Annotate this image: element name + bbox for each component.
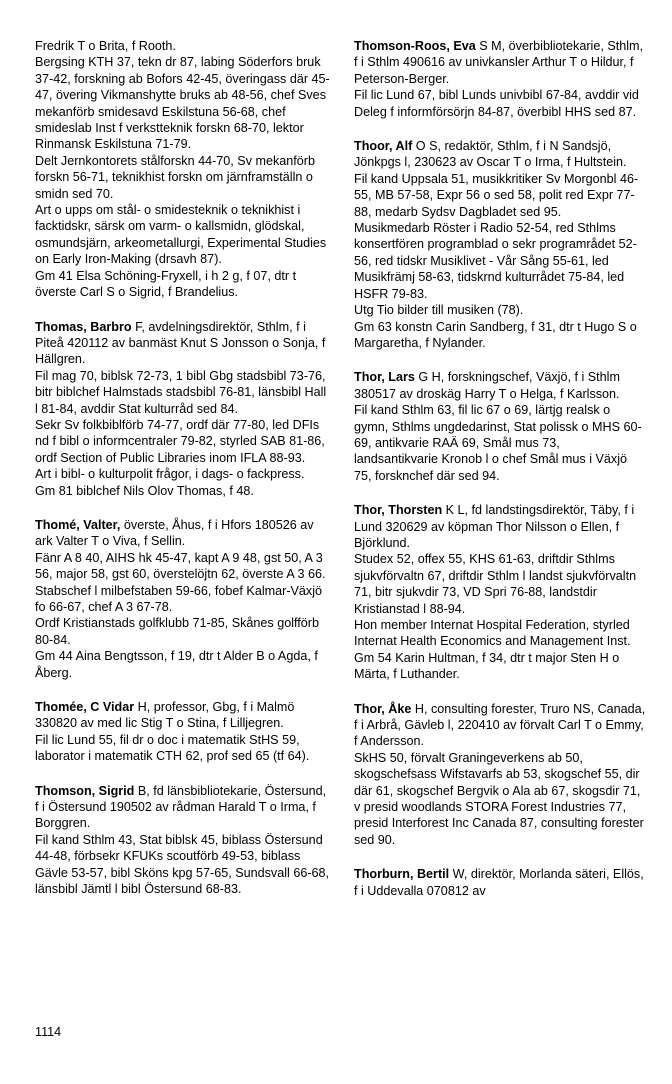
biography-entry — [35, 699, 331, 765]
entry-paragraph: Utg Tio bilder till musiken (78). — [354, 303, 524, 318]
entry-paragraph: Ordf Kristianstads golfklubb 71-85, Skånes golfförb 80-84. — [35, 616, 319, 647]
entry-name: Thorburn, Bertil — [354, 867, 450, 882]
entry-paragraph: Gm 54 Karin Hultman, f 34, dtr t major Sten H o Märta, f Luthander. — [354, 650, 620, 682]
entry-heading — [354, 38, 646, 87]
entry-paragraph: Fil mag 70, biblsk 72-73, 1 bibl Gbg stadsbibl 73-76, bitr biblchef Halmstads stadsbibl 76-81, länsbibl Hall l 81-84, avddir Stat kulturråd sed 84. — [35, 368, 327, 416]
entry-paragraph: Art o upps om stål- o smidesteknik o teknikhist i facktidskr, särsk om varm- o kallsmidn, glödskal, osmundsjärn, arkeometallurgi, Experimental Studies on Early Iron-Making (drsavh 87). — [35, 203, 327, 267]
entry-heading — [35, 38, 331, 54]
entry-name: Thor, Lars — [354, 370, 415, 385]
entry-heading — [354, 138, 646, 171]
biography-entry — [35, 319, 331, 499]
entry-intro: W, direktör, Morlanda säteri, Ellös, f i Uddevalla 070812 av — [354, 867, 644, 898]
page-number: 1114 — [35, 1025, 62, 1039]
biography-entry — [354, 502, 646, 682]
entry-paragraph: Bergsing KTH 37, tekn dr 87, labing Söderfors bruk 37-42, forskning ab Bofors 42-45, överingass där 45-47, övering Vikmanshytte bruks ab 48-56, chef Sves mekanförb smidesavd Eskilstuna 56-68, chef smideslab Inst f verkstteknik forskn 68-70, lektor Rinmansk Eskilstuna 71-79. — [35, 55, 330, 152]
entry-paragraph: Fil lic Lund 67, bibl Lunds univbibl 67-84, avddir vid Deleg f informförsörjn 84-87, överbibl HHS sed 87. — [354, 88, 639, 119]
entry-heading — [35, 699, 331, 732]
entry-paragraph: Stabschef l milbefstaben 59-66, fobef Kalmar-Växjö fo 66-67, chef A 3 67-78. — [35, 583, 323, 614]
entry-heading — [354, 502, 646, 551]
entry-intro: H, professor, Gbg, f i Malmö 330820 av med lic Stig T o Stina, f Lilljegren. — [35, 700, 295, 731]
entry-name: Thomé, Valter, — [35, 517, 121, 532]
left-column — [35, 38, 331, 916]
entry-intro: S M, överbibliotekarie, Sthlm, f i Sthlm 490616 av univkansler Arthur T o Hildur, f Peterson-Berger. — [354, 39, 644, 86]
entry-intro: Fredrik T o Brita, f Rooth. — [35, 39, 176, 53]
entry-paragraph: Gm 41 Elsa Schöning-Fryxell, i h 2 g, f 07, dtr t överste Carl S o Sigrid, f Brandelius. — [35, 268, 297, 300]
entry-intro: F, avdelningsdirektör, Sthlm, f i Piteå 420112 av banmäst Knut S Jonsson o Sonja, f Hällgren. — [35, 319, 326, 367]
entry-intro: B, fd länsbibliotekarie, Östersund, f i Östersund 190502 av rådman Harald T o Irma, f Borggren. — [35, 783, 327, 831]
entry-name: Thoor, Alf — [354, 139, 413, 154]
entry-paragraph: Gm 44 Aina Bengtsson, f 19, dtr t Alder B o Agda, f Åberg. — [35, 649, 318, 680]
entry-intro: K L, fd landstingsdirektör, Täby, f i Lund 320629 av köpman Thor Nilsson o Ellen, f Björklund. — [354, 503, 635, 550]
entry-paragraph: Gm 63 konstn Carin Sandberg, f 31, dtr t Hugo S o Margaretha, f Nylander. — [354, 319, 637, 350]
entry-name: Thomas, Barbro — [35, 319, 132, 334]
entry-intro: O S, redaktör, Sthlm, f i N Sandsjö, Jönkpgs l, 230623 av Oscar T o Irma, f Hultstein. — [354, 139, 627, 170]
entry-heading — [35, 319, 331, 368]
entry-paragraph: Fil kand Sthlm 63, fil lic 67 o 69, lärtjg realsk o gymn, Sthlms ungdedarinst, Stat polissk o MHS 60-69, antikvarie RAÄ 69, Smål mus 73, landsantikvarie Kronob l o chef Smål mus i Växjö 75, forsknchef där sed 94. — [354, 403, 642, 483]
entry-name: Thor, Thorsten — [354, 503, 443, 518]
biography-entry — [35, 517, 331, 681]
entry-paragraph: Fil kand Sthlm 43, Stat biblsk 45, biblass Östersund 44-48, förbsekr KFUKs scoutförb 49-53, biblass Gävle 53-57, bibl Sköns kpg 57-65, Sundsvall 66-68, länsbibl Jämtl l bibl Östersund 68-83. — [35, 832, 330, 897]
biography-entry — [354, 701, 646, 849]
biography-entry — [35, 38, 331, 301]
entry-name: Thor, Åke — [354, 701, 412, 716]
entry-intro: överste, Åhus, f i Hfors 180526 av ark Valter T o Viva, f Sellin. — [35, 517, 314, 549]
entry-intro: G H, forskningschef, Växjö, f i Sthlm 380517 av droskäg Harry T o Helga, f Karlsson. — [354, 370, 620, 401]
biography-entry — [354, 369, 646, 484]
biography-entry — [354, 866, 646, 899]
entry-paragraph: Art i bibl- o kulturpolit frågor, i dags- o fackpress. — [35, 467, 305, 482]
entry-heading — [354, 701, 646, 750]
biography-entry — [35, 783, 331, 898]
entry-name: Thomée, C Vidar — [35, 700, 135, 715]
entry-name: Thomson-Roos, Eva — [354, 39, 476, 53]
entry-paragraph: Musikmedarb Röster i Radio 52-54, red Sthlms konsertfören programblad o sekr programrådet 52-56, red tidskr Musiklivet - Vår Sång 55-61, led Musikfrämj 58-63, tidskrnd kulturrådet 75-84, led HSFR 79-83. — [354, 221, 637, 301]
entry-paragraph: SkHS 50, förvalt Graningeverkens ab 50, skogschefsass Wifstavarfs ab 53, skogschef 55, dir där 61, skogschef Bergvik o Ala ab 67, skogsdir 71, v presid woodlands STORA Forest Industries 77, presid Interforest Inc Canada 87, consulting forester sed 90. — [354, 750, 644, 847]
biography-entry — [354, 138, 646, 351]
right-column — [354, 38, 646, 917]
entry-name: Thomson, Sigrid — [35, 783, 135, 798]
entry-paragraph: Gm 81 biblchef Nils Olov Thomas, f 48. — [35, 483, 254, 498]
entry-intro: H, consulting forester, Truro NS, Canada, f i Arbrå, Gävleb l, 220410 av förvalt Carl T o Emmy, f Andersson. — [354, 701, 646, 749]
entry-paragraph: Delt Jernkontorets stålforskn 44-70, Sv mekanförb forskn 56-71, teknikhist forskn om järnframställn o smidn sed 70. — [35, 153, 315, 201]
entry-heading — [354, 866, 646, 899]
entry-heading — [354, 369, 646, 402]
entry-paragraph: Studex 52, offex 55, KHS 61-63, driftdir Sthlms sjukvförvaltn 67, driftdir Sthlm l landst sjukvförvaltn 71, bitr sjukvdir 73, VD Spri 76-88, landstdir Kristianstad l 88-94. — [354, 552, 637, 616]
entry-paragraph: Fil lic Lund 55, fil dr o doc i matematik StHS 59, laborator i matematik CTH 62, prof sed 65 (tf 64). — [35, 732, 310, 764]
entry-heading — [35, 783, 331, 832]
biography-entry — [354, 38, 646, 120]
entry-paragraph: Fänr A 8 40, AIHS hk 45-47, kapt A 9 48, gst 50, A 3 56, major 58, gst 60, överstelöjtn 62, överste A 3 66. — [35, 550, 326, 582]
entry-paragraph: Hon member Internat Hospital Federation, styrled Internat Health Economics and Management Inst. — [354, 618, 631, 649]
entry-heading — [35, 517, 331, 550]
entry-paragraph: Sekr Sv folkbiblförb 74-77, ordf där 77-80, led DFIs nd f bibl o informcentraler 79-82, styrled SAB 81-86, ordf Section of Public Libraries inom IFLA 88-93. — [35, 417, 325, 465]
entry-paragraph: Fil kand Uppsala 51, musikkritiker Sv Morgonbl 46-55, MB 57-58, Expr 56 o sed 58, polit red Expr 77-88, medarb Sydsv Dagbladet sed 95. — [354, 171, 639, 219]
